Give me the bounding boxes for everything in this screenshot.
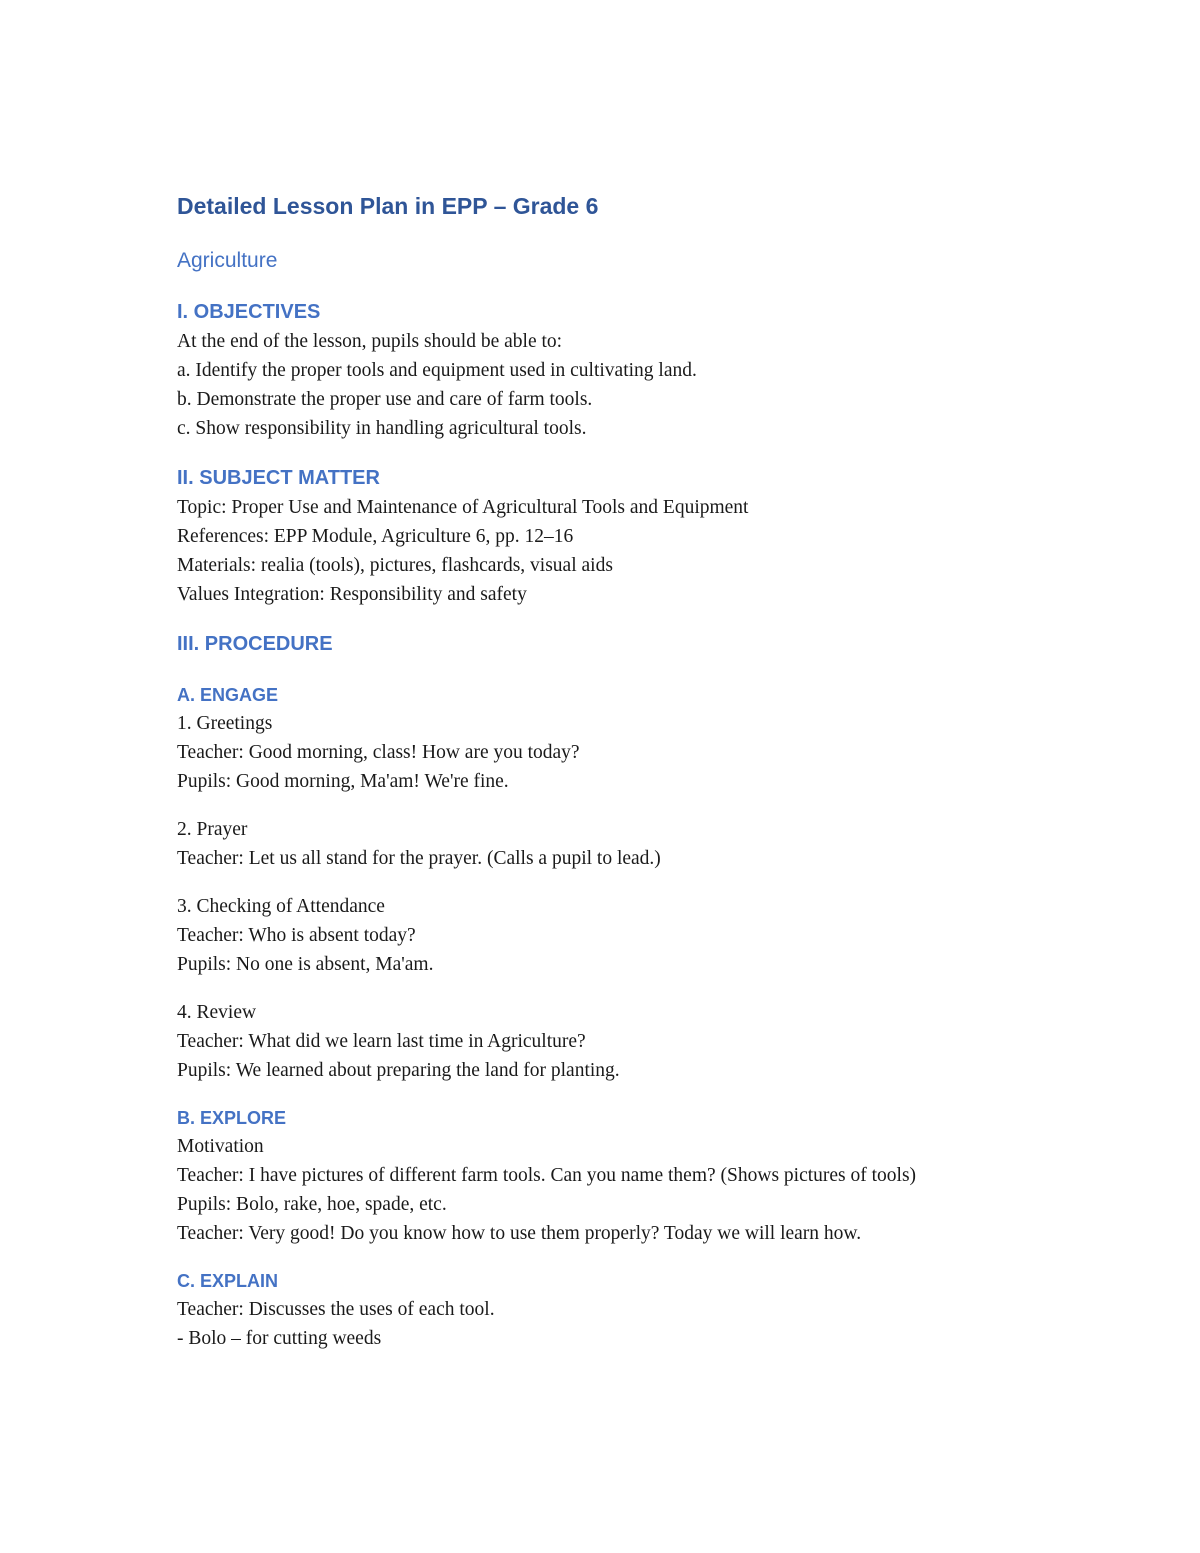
dialogue-line: Teacher: Who is absent today?	[177, 925, 416, 946]
dialogue-line: Teacher: What did we learn last time in Agriculture?	[177, 1031, 586, 1052]
objective-item: b. Demonstrate the proper use and care of farm tools.	[177, 389, 593, 410]
objective-item: c. Show responsibility in handling agricultural tools.	[177, 418, 587, 439]
explain-heading: C. EXPLAIN	[177, 1271, 279, 1291]
subject-matter-topic: Topic: Proper Use and Maintenance of Agricultural Tools and Equipment	[177, 497, 749, 518]
objective-item: a. Identify the proper tools and equipment used in cultivating land.	[177, 360, 697, 381]
engage-heading: A. ENGAGE	[177, 685, 279, 705]
procedure-heading: III. PROCEDURE	[177, 633, 333, 655]
engage-step-title: 3. Checking of Attendance	[177, 896, 385, 917]
subject-heading: Agriculture	[177, 249, 278, 272]
explore-line: Pupils: Bolo, rake, hoe, spade, etc.	[177, 1194, 447, 1215]
subject-matter-heading: II. SUBJECT MATTER	[177, 467, 380, 489]
document-title: Detailed Lesson Plan in EPP – Grade 6	[177, 193, 599, 219]
dialogue-line: Pupils: No one is absent, Ma'am.	[177, 954, 434, 975]
document-body	[177, 190, 1007, 1353]
explore-heading: B. EXPLORE	[177, 1108, 287, 1128]
subject-matter-values: Values Integration: Responsibility and safety	[177, 584, 527, 605]
explore-line: Teacher: Very good! Do you know how to use them properly? Today we will learn how.	[177, 1223, 862, 1244]
engage-step-title: 2. Prayer	[177, 819, 248, 840]
objectives-intro: At the end of the lesson, pupils should be able to:	[177, 331, 563, 352]
dialogue-line: Pupils: We learned about preparing the land for planting.	[177, 1060, 620, 1081]
engage-step-title: 4. Review	[177, 1002, 257, 1023]
explore-line: Motivation	[177, 1136, 264, 1157]
dialogue-line: Pupils: Good morning, Ma'am! We're fine.	[177, 771, 509, 792]
objectives-heading: I. OBJECTIVES	[177, 301, 321, 323]
dialogue-line: Teacher: Good morning, class! How are you today?	[177, 742, 580, 763]
subject-matter-references: References: EPP Module, Agriculture 6, pp. 12–16	[177, 526, 574, 547]
explore-line: Teacher: I have pictures of different farm tools. Can you name them? (Shows pictures of tools)	[177, 1165, 917, 1186]
engage-step-title: 1. Greetings	[177, 713, 273, 734]
explain-line: - Bolo – for cutting weeds	[177, 1328, 382, 1349]
explain-line: Teacher: Discusses the uses of each tool.	[177, 1299, 495, 1320]
subject-matter-materials: Materials: realia (tools), pictures, flashcards, visual aids	[177, 555, 613, 576]
dialogue-line: Teacher: Let us all stand for the prayer. (Calls a pupil to lead.)	[177, 848, 661, 869]
